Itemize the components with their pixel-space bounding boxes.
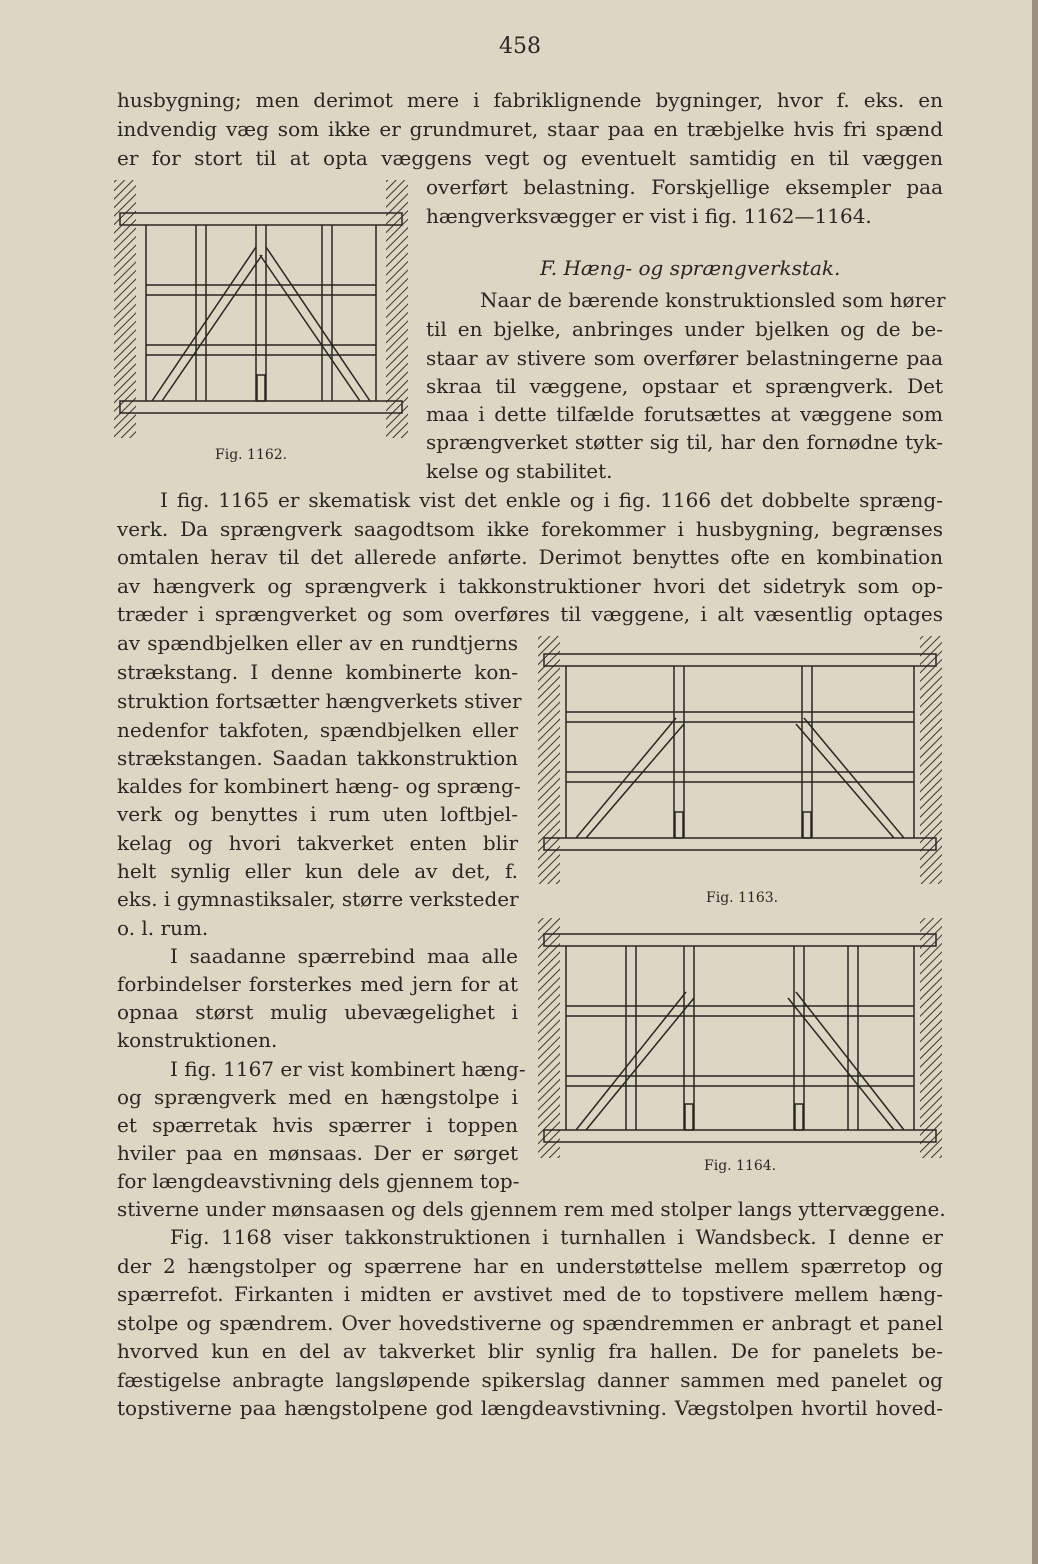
text-line: kelse og stabilitet. <box>426 459 613 483</box>
text-line: topstiverne paa hængstolpene god længdeavstivning. Vægstolpen hvortil hoved- <box>117 1396 943 1420</box>
text-line: o. l. rum. <box>117 916 209 940</box>
text-line: nedenfor takfoten, spændbjelken eller <box>117 718 518 742</box>
text-line: sprængverket støtter sig til, har den fornødne tyk- <box>426 430 943 454</box>
page-number: 458 <box>499 34 541 59</box>
text-line: stolpe og spændrem. Over hovedstiverne og spændremmen er anbragt et panel <box>117 1311 943 1335</box>
text-line: konstruktionen. <box>117 1028 278 1052</box>
text-line: helt synlig eller kun dele av det, f. <box>117 859 518 883</box>
text-line: I fig. 1165 er skematisk vist det enkle og i fig. 1166 det dobbelte spræng- <box>160 488 943 512</box>
text-line: spærrefot. Firkanten i midten er avstivet med de to topstivere mellem hæng- <box>117 1282 943 1306</box>
text-line: Naar de bærende konstruktionsled som hører <box>480 288 946 312</box>
figure-1162-caption: Fig. 1162. <box>215 447 288 463</box>
text-line: av hængverk og sprængverk i takkonstruktioner hvori det sidetryk som op- <box>117 574 943 598</box>
text-line: træder i sprængverket og som overføres til væggene, i alt væsentlig optages <box>117 602 943 626</box>
text-line: et spærretak hvis spærrer i toppen <box>117 1113 518 1137</box>
text-line: indvendig væg som ikke er grundmuret, staar paa en træbjelke hvis fri spænd <box>117 117 943 141</box>
page-edge <box>1032 0 1038 1564</box>
text-line: husbygning; men derimot mere i fabriklignende bygninger, hvor f. eks. en <box>117 88 943 112</box>
text-line: staar av stivere som overfører belastningerne paa <box>426 346 943 370</box>
text-line: omtalen herav til det allerede anførte. Derimot benyttes ofte en kombination <box>117 545 943 569</box>
figure-1162-drawing <box>112 175 416 445</box>
text-line: for længdeavstivning dels gjennem top- <box>117 1169 520 1193</box>
text-line: fæstigelse anbragte langsløpende spikerslag danner sammen med panelet og <box>117 1368 943 1392</box>
text-line: strækstang. I denne kombinerte kon- <box>117 660 518 684</box>
text-line: stiverne under mønsaasen og dels gjennem rem med stolper langs yttervæggene. <box>117 1197 946 1221</box>
text-line: eks. i gymnastiksaler, større verksteder <box>117 887 519 911</box>
text-line: kelag og hvori takverket enten blir <box>117 831 518 855</box>
text-line: opnaa størst mulig ubevægelighet i <box>117 1000 518 1024</box>
text-line: hviler paa en mønsaas. Der er sørget <box>117 1141 518 1165</box>
text-line: til en bjelke, anbringes under bjelken og de be- <box>426 317 943 341</box>
text-line: verk. Da sprængverk saagodtsom ikke forekommer i husbygning, begrænses <box>117 517 943 541</box>
text-line: Fig. 1168 viser takkonstruktionen i turnhallen i Wandsbeck. I denne er <box>170 1225 943 1249</box>
text-line: maa i dette tilfælde forutsættes at væggene som <box>426 402 943 426</box>
text-line: hvorved kun en del av takverket blir synlig fra hallen. De for panelets be- <box>117 1339 943 1363</box>
text-line: skraa til væggene, opstaar et sprængverk. Det <box>426 374 943 398</box>
text-line: forbindelser forsterkes med jern for at <box>117 972 518 996</box>
text-line: og sprængverk med en hængstolpe i <box>117 1085 518 1109</box>
text-line: hængverksvægger er vist i fig. 1162—1164. <box>426 204 872 228</box>
text-line: overført belastning. Forskjellige eksempler paa <box>426 175 943 199</box>
text-line: strækstangen. Saadan takkonstruktion <box>117 746 518 770</box>
text-line: der 2 hængstolper og spærrene har en understøttelse mellem spærretop og <box>117 1254 943 1278</box>
figure-1163-drawing <box>536 632 944 890</box>
text-line: I saadanne spærrebind maa alle <box>170 944 518 968</box>
text-line: I fig. 1167 er vist kombinert hæng- <box>170 1057 526 1081</box>
text-line: verk og benyttes i rum uten loftbjel- <box>117 802 518 826</box>
figure-1163-caption: Fig. 1163. <box>706 890 779 906</box>
text-line: av spændbjelken eller av en rundtjerns <box>117 631 518 655</box>
section-heading: F. Hæng- og sprængverkstak. <box>540 256 841 280</box>
text-line: kaldes for kombinert hæng- og spræng- <box>117 774 521 798</box>
text-line: struktion fortsætter hængverkets stiver <box>117 689 522 713</box>
figure-1164-caption: Fig. 1164. <box>704 1158 777 1174</box>
text-line: er for stort til at opta væggens vegt og eventuelt samtidig en til væggen <box>117 146 943 170</box>
figure-1164-drawing <box>536 916 944 1164</box>
